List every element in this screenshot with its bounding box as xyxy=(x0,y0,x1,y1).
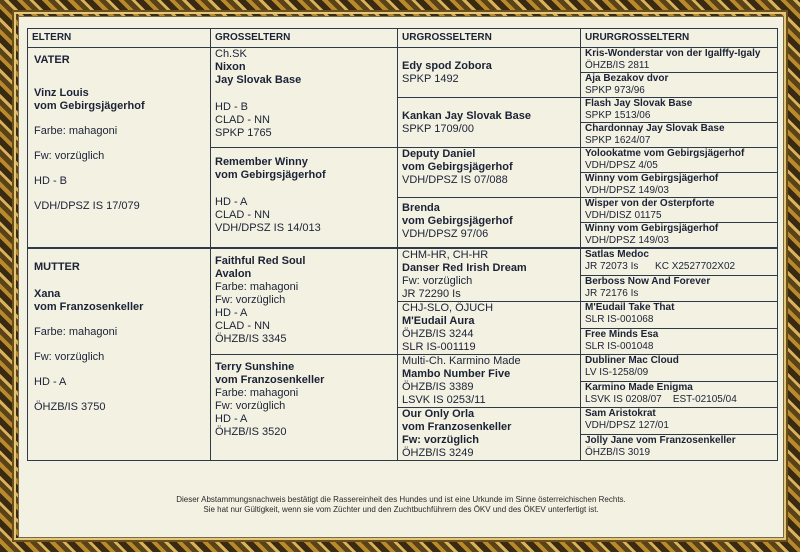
gggp-reg: ÖHZB/IS 3019 xyxy=(585,446,651,458)
gggp-reg: ÖHZB/IS 2811 xyxy=(585,60,650,71)
gggp-name: Free Minds Esa xyxy=(585,328,659,340)
ggp-line: CHM-HR, CH-HR xyxy=(402,249,489,261)
gggp-cell xyxy=(581,223,778,249)
father-name-1: Vinz Louis xyxy=(34,87,89,99)
pedigree-certificate xyxy=(18,16,784,538)
gggp-name: Aja Bezakov dvor xyxy=(585,73,669,84)
pedigree-table xyxy=(27,28,778,461)
great-grandparent-cell xyxy=(398,302,581,355)
mother-hd: HD - A xyxy=(34,376,67,388)
gp3-line: Farbe: mahagoni xyxy=(215,281,299,293)
gggp-name: Flash Jay Slovak Base xyxy=(585,98,693,109)
ggp-line: VDH/DPSZ IS 07/088 xyxy=(402,174,508,186)
gp1-line: Ch.SK xyxy=(215,48,247,60)
ggp-line: Multi-Ch. Karmino Made xyxy=(402,355,521,367)
gggp-reg: VDH/DPSZ 127/01 xyxy=(585,420,669,431)
gp1-line: Jay Slovak Base xyxy=(215,74,302,86)
gggp-reg: JR 72073 Is KC X2527702X02 xyxy=(585,261,736,272)
mother-role: MUTTER xyxy=(34,261,80,273)
mother-color: Farbe: mahagoni xyxy=(34,326,118,338)
gp1-line: CLAD - NN xyxy=(215,114,271,126)
ggp-line: VDH/DPSZ 97/06 xyxy=(402,228,489,240)
gp3-line: Fw: vorzüglich xyxy=(215,294,286,306)
gggp-name: Berboss Now And Forever xyxy=(585,275,711,287)
gp2-line: CLAD - NN xyxy=(215,209,271,221)
gggp-name: Wisper von der Osterpforte xyxy=(585,198,715,209)
gggp-cell xyxy=(581,434,778,461)
ggp-line: ÖHZB/IS 3244 xyxy=(402,328,474,340)
gggp-cell xyxy=(581,148,778,173)
gggp-reg: VDH/DISZ 01175 xyxy=(585,210,662,221)
gp3-line: HD - A xyxy=(215,307,248,319)
great-grandparent-cell xyxy=(398,48,581,98)
ggp-line: SPKP 1709/00 xyxy=(402,123,474,135)
header-eltern: ELTERN xyxy=(28,29,211,48)
gggp-name: Winny vom Gebirgsjägerhof xyxy=(585,173,719,184)
gggp-reg: VDH/DPSZ 149/03 xyxy=(585,235,669,246)
gggp-name: Chardonnay Jay Slovak Base xyxy=(585,123,725,134)
ggp-line: vom Gebirgsjägerhof xyxy=(402,161,513,173)
ggp-line: Mambo Number Five xyxy=(402,368,511,380)
ggp-line: ÖHZB/IS 3249 xyxy=(402,447,474,459)
gggp-cell xyxy=(581,302,778,329)
gp2-line: vom Gebirgsjägerhof xyxy=(215,169,326,181)
father-cell xyxy=(28,48,211,249)
father-color: Farbe: mahagoni xyxy=(34,125,118,137)
header-urgrosseltern: URGROSSELTERN xyxy=(398,29,581,48)
gggp-cell xyxy=(581,198,778,223)
gp4-line: ÖHZB/IS 3520 xyxy=(215,426,287,438)
father-registration: VDH/DPSZ IS 17/079 xyxy=(34,200,140,212)
gp3-line: ÖHZB/IS 3345 xyxy=(215,333,287,345)
mother-name-2: vom Franzosenkeller xyxy=(34,301,144,313)
great-grandparent-cell xyxy=(398,98,581,148)
great-grandparent-cell xyxy=(398,355,581,408)
great-grandparent-cell xyxy=(398,408,581,461)
gp3-line: CLAD - NN xyxy=(215,320,271,332)
gggp-cell xyxy=(581,173,778,198)
gggp-cell xyxy=(581,408,778,435)
great-grandparent-cell xyxy=(398,198,581,249)
gp2-line: Remember Winny xyxy=(215,156,308,168)
gggp-cell xyxy=(581,355,778,382)
gp3-line: Avalon xyxy=(215,268,252,280)
ggp-line: ÖHZB/IS 3389 xyxy=(402,381,474,393)
gggp-reg: SPKP 1624/07 xyxy=(585,135,651,146)
grandparent-cell xyxy=(211,48,398,148)
gggp-name: Kris-Wonderstar von der Igalffy-Igaly xyxy=(585,48,761,59)
gggp-cell xyxy=(581,275,778,302)
mother-registration: ÖHZB/IS 3750 xyxy=(34,401,106,413)
ggp-line: JR 72290 Is xyxy=(402,288,461,300)
ggp-line: M'Eudail Aura xyxy=(402,315,475,327)
ggp-line: CHJ-SLO, ÖJUCH xyxy=(402,302,494,314)
gggp-name: Dubliner Mac Cloud xyxy=(585,355,679,366)
ggp-line: Our Only Orla xyxy=(402,408,475,420)
gggp-cell xyxy=(581,73,778,98)
gggp-name: Satlas Medoc xyxy=(585,249,649,260)
gggp-reg: VDH/DPSZ 4/05 xyxy=(585,160,658,171)
gggp-name: M'Eudail Take That xyxy=(585,302,675,313)
great-grandparent-cell xyxy=(398,248,581,302)
gggp-cell xyxy=(581,381,778,408)
ggp-line: vom Gebirgsjägerhof xyxy=(402,215,513,227)
gggp-cell xyxy=(581,328,778,355)
header-ururgrosseltern: URURGROSSELTERN xyxy=(581,29,778,48)
gp4-line: Terry Sunshine xyxy=(215,361,295,373)
gp4-line: Fw: vorzüglich xyxy=(215,400,286,412)
gp2-line: VDH/DPSZ IS 14/013 xyxy=(215,222,321,234)
gggp-name: Sam Aristokrat xyxy=(585,408,656,419)
grandparent-cell xyxy=(211,355,398,461)
mother-rating: Fw: vorzüglich xyxy=(34,351,105,363)
gggp-name: Winny vom Gebirgsjägerhof xyxy=(585,223,719,234)
father-role: VATER xyxy=(34,54,70,66)
father-rating: Fw: vorzüglich xyxy=(34,150,105,162)
great-grandparent-cell xyxy=(398,148,581,198)
gggp-name: Karmino Made Enigma xyxy=(585,381,693,393)
gggp-name: Jolly Jane vom Franzosenkeller xyxy=(585,434,736,446)
gggp-reg: SLR IS-001048 xyxy=(585,340,654,352)
gp1-line: SPKP 1765 xyxy=(215,127,272,139)
ggp-line: Fw: vorzüglich xyxy=(402,434,479,446)
ggp-line: Deputy Daniel xyxy=(402,148,476,160)
gggp-reg: LSVK IS 0208/07 EST-02105/04 xyxy=(585,393,737,405)
ggp-line: Fw: vorzüglich xyxy=(402,275,473,287)
gp3-line: Faithful Red Soul xyxy=(215,255,306,267)
footer-line-1: Dieser Abstammungsnachweis bestätigt die Rassereinheit des Hundes und ist eine Urkunde im Sinne österreichischen Rechts. xyxy=(176,495,626,504)
gp1-line: HD - B xyxy=(215,101,248,113)
ggp-line: Edy spod Zobora xyxy=(402,60,492,72)
mother-name-1: Xana xyxy=(34,288,61,300)
gp4-line: Farbe: mahagoni xyxy=(215,387,299,399)
ggp-line: Kankan Jay Slovak Base xyxy=(402,110,532,122)
ggp-line: Brenda xyxy=(402,202,440,214)
ggp-line: LSVK IS 0253/11 xyxy=(402,394,486,406)
gp1-line: Nixon xyxy=(215,61,246,73)
ggp-line: Danser Red Irish Dream xyxy=(402,262,527,274)
father-name-2: vom Gebirgsjägerhof xyxy=(34,100,145,112)
gp4-line: HD - A xyxy=(215,413,248,425)
gggp-name: Yolookatme vom Gebirgsjägerhof xyxy=(585,148,745,159)
gggp-cell xyxy=(581,248,778,275)
gggp-reg: LV IS-1258/09 xyxy=(585,367,649,378)
gggp-reg: SLR IS-001068 xyxy=(585,314,654,325)
gggp-reg: JR 72176 Is xyxy=(585,287,639,299)
gggp-reg: VDH/DPSZ 149/03 xyxy=(585,185,669,196)
gggp-cell xyxy=(581,98,778,123)
mother-cell xyxy=(28,248,211,461)
footer-line-2: Sie hat nur Gültigkeit, wenn sie vom Züchter und den Zuchtbuchführern des ÖKV und des ÖKEV unterfertigt ist. xyxy=(203,505,599,514)
gggp-cell xyxy=(581,123,778,148)
ggp-line: vom Franzosenkeller xyxy=(402,421,512,433)
legal-footer xyxy=(19,495,783,515)
father-hd: HD - B xyxy=(34,175,67,187)
gp2-line: HD - A xyxy=(215,196,248,208)
gggp-reg: SPKP 1513/06 xyxy=(585,110,651,121)
gp4-line: vom Franzosenkeller xyxy=(215,374,325,386)
header-row xyxy=(28,29,778,48)
ggp-line: SLR IS-001119 xyxy=(402,341,476,353)
ggp-line: SPKP 1492 xyxy=(402,73,459,85)
gggp-reg: SPKP 973/96 xyxy=(585,85,645,96)
grandparent-cell xyxy=(211,148,398,249)
gggp-cell xyxy=(581,48,778,73)
header-grosseltern: GROSSELTERN xyxy=(211,29,398,48)
grandparent-cell xyxy=(211,248,398,355)
